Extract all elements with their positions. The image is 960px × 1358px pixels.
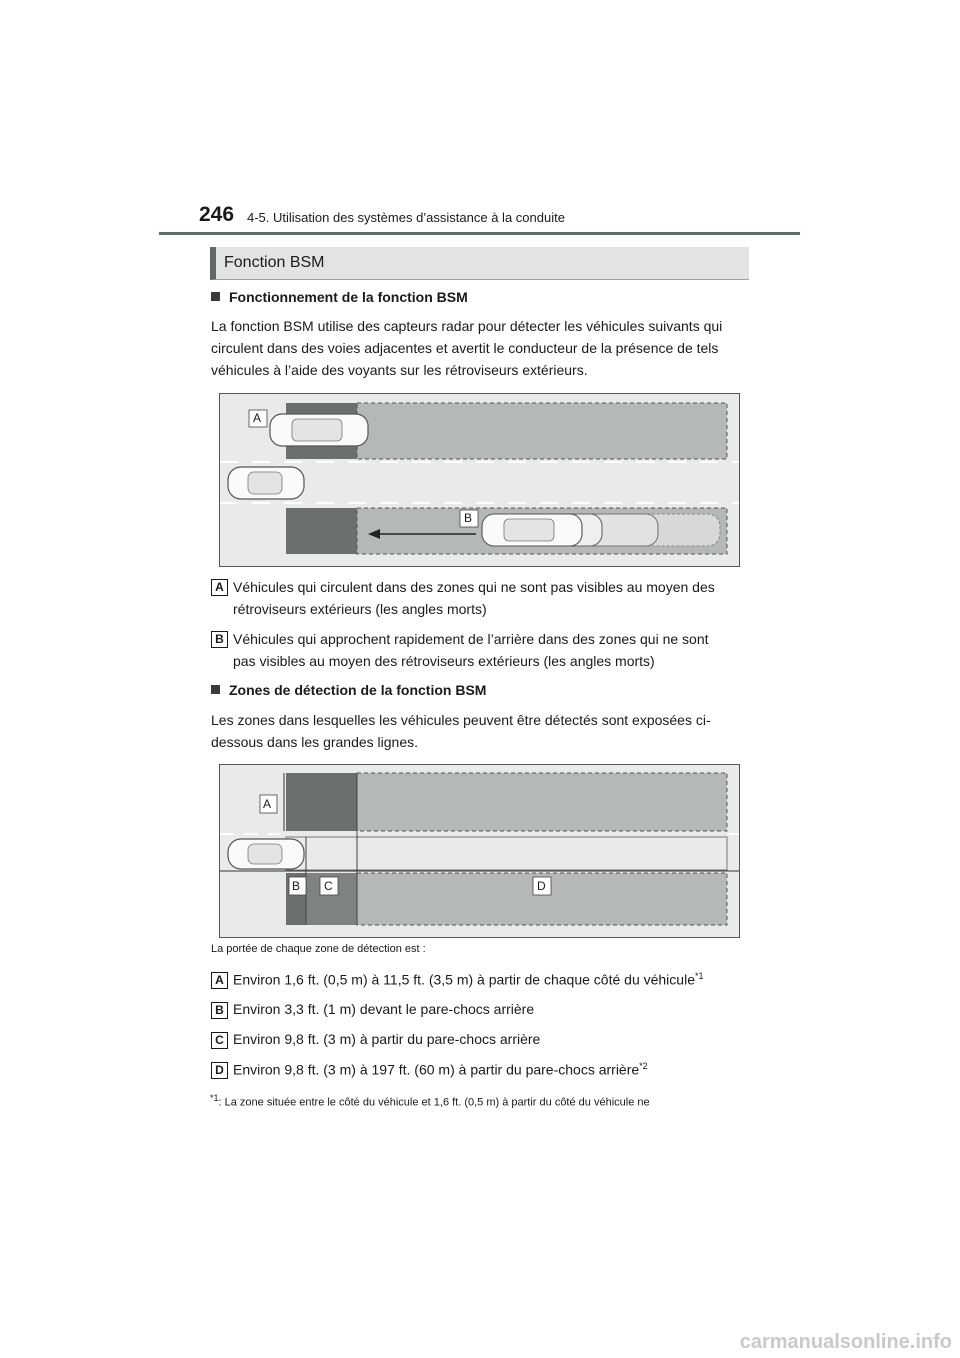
tag-range-a: A — [211, 972, 228, 989]
item-b-line: pas visibles au moyen des rétroviseurs extérieurs (les angles morts) — [233, 653, 655, 669]
tag-range-d: D — [211, 1062, 228, 1079]
item-a-line: rétroviseurs extérieurs (les angles morts) — [233, 601, 487, 617]
paragraph-line: dessous dans les grandes lignes. — [211, 734, 419, 750]
watermark: carmanualsonline.info — [739, 1331, 952, 1353]
item-b-line: Véhicules qui approchent rapidement de l’arrière dans des zones qui ne sont — [233, 631, 709, 647]
section-title: Fonction BSM — [224, 254, 325, 271]
paragraph-zones — [211, 709, 751, 753]
tag-b: B — [211, 631, 228, 648]
range-d-note: *2 — [639, 1061, 648, 1071]
range-d — [233, 1061, 648, 1078]
paragraph-line: La fonction BSM utilise des capteurs radar pour détecter les véhicules suivants qui — [211, 318, 723, 334]
paragraph-line: véhicules à l’aide des voyants sur les rétroviseurs extérieurs. — [211, 362, 588, 378]
diagram-label-b: B — [292, 879, 301, 893]
item-b — [233, 628, 743, 672]
diagram-label-c: C — [324, 879, 333, 893]
footnote-mark: *1 — [210, 1093, 219, 1103]
diagram-label-a: A — [253, 411, 262, 425]
item-a-line: Véhicules qui circulent dans des zones qui ne sont pas visibles au moyen des — [233, 579, 715, 595]
tag-a: A — [211, 579, 228, 596]
range-caption: La portée de chaque zone de détection est : — [211, 943, 426, 955]
range-a — [233, 971, 704, 988]
range-a-note: *1 — [694, 971, 704, 981]
diagram-label-b: B — [464, 511, 473, 525]
square-bullet-icon — [211, 292, 220, 301]
diagram-bsm-operation — [219, 393, 740, 567]
footnote — [210, 1093, 650, 1109]
range-d-text: Environ 9,8 ft. (3 m) à 197 ft. (60 m) à partir du pare-chocs arrière — [233, 1061, 640, 1078]
range-c-text: Environ 9,8 ft. (3 m) à partir du pare-chocs arrière — [233, 1031, 541, 1047]
tag-range-c: C — [211, 1032, 228, 1049]
subheading-zones — [211, 682, 486, 698]
car-a-icon — [270, 414, 368, 446]
ego-car-icon — [228, 467, 304, 499]
paragraph-operation — [211, 315, 751, 381]
footnote-text: : La zone située entre le côté du véhicule et 1,6 ft. (0,5 m) à partir du côté du véhicule ne — [218, 1096, 650, 1109]
square-bullet-icon — [211, 685, 220, 694]
range-c — [233, 1031, 540, 1047]
paragraph-line: circulent dans des voies adjacentes et avertit le conducteur de la présence de tels — [211, 340, 719, 356]
tag-range-b: B — [211, 1002, 228, 1019]
diagram-label-d: D — [537, 879, 546, 893]
ego-car-icon — [228, 839, 304, 869]
paragraph-line: Les zones dans lesquelles les véhicules peuvent être détectés sont exposées ci- — [211, 712, 711, 728]
diagram-detection-zones — [219, 764, 740, 938]
item-a — [233, 576, 743, 620]
diagram-bsm-operation-svg — [220, 394, 739, 566]
diagram-label-a: A — [263, 797, 272, 811]
range-b — [233, 1001, 534, 1017]
range-a-text: Environ 1,6 ft. (0,5 m) à 11,5 ft. (3,5 m) à partir de chaque côté du véhicule — [233, 971, 695, 988]
header-rule — [159, 232, 800, 235]
subheading-operation-text: Fonctionnement de la fonction BSM — [229, 289, 468, 305]
diagram-detection-zones-svg — [220, 765, 739, 937]
page-number: 246 — [199, 203, 235, 226]
range-b-text: Environ 3,3 ft. (1 m) devant le pare-chocs arrière — [233, 1001, 535, 1017]
subheading-operation — [211, 289, 468, 305]
chapter-title: 4-5. Utilisation des systèmes d’assistance à la conduite — [247, 210, 565, 225]
subheading-zones-text: Zones de détection de la fonction BSM — [229, 682, 487, 698]
